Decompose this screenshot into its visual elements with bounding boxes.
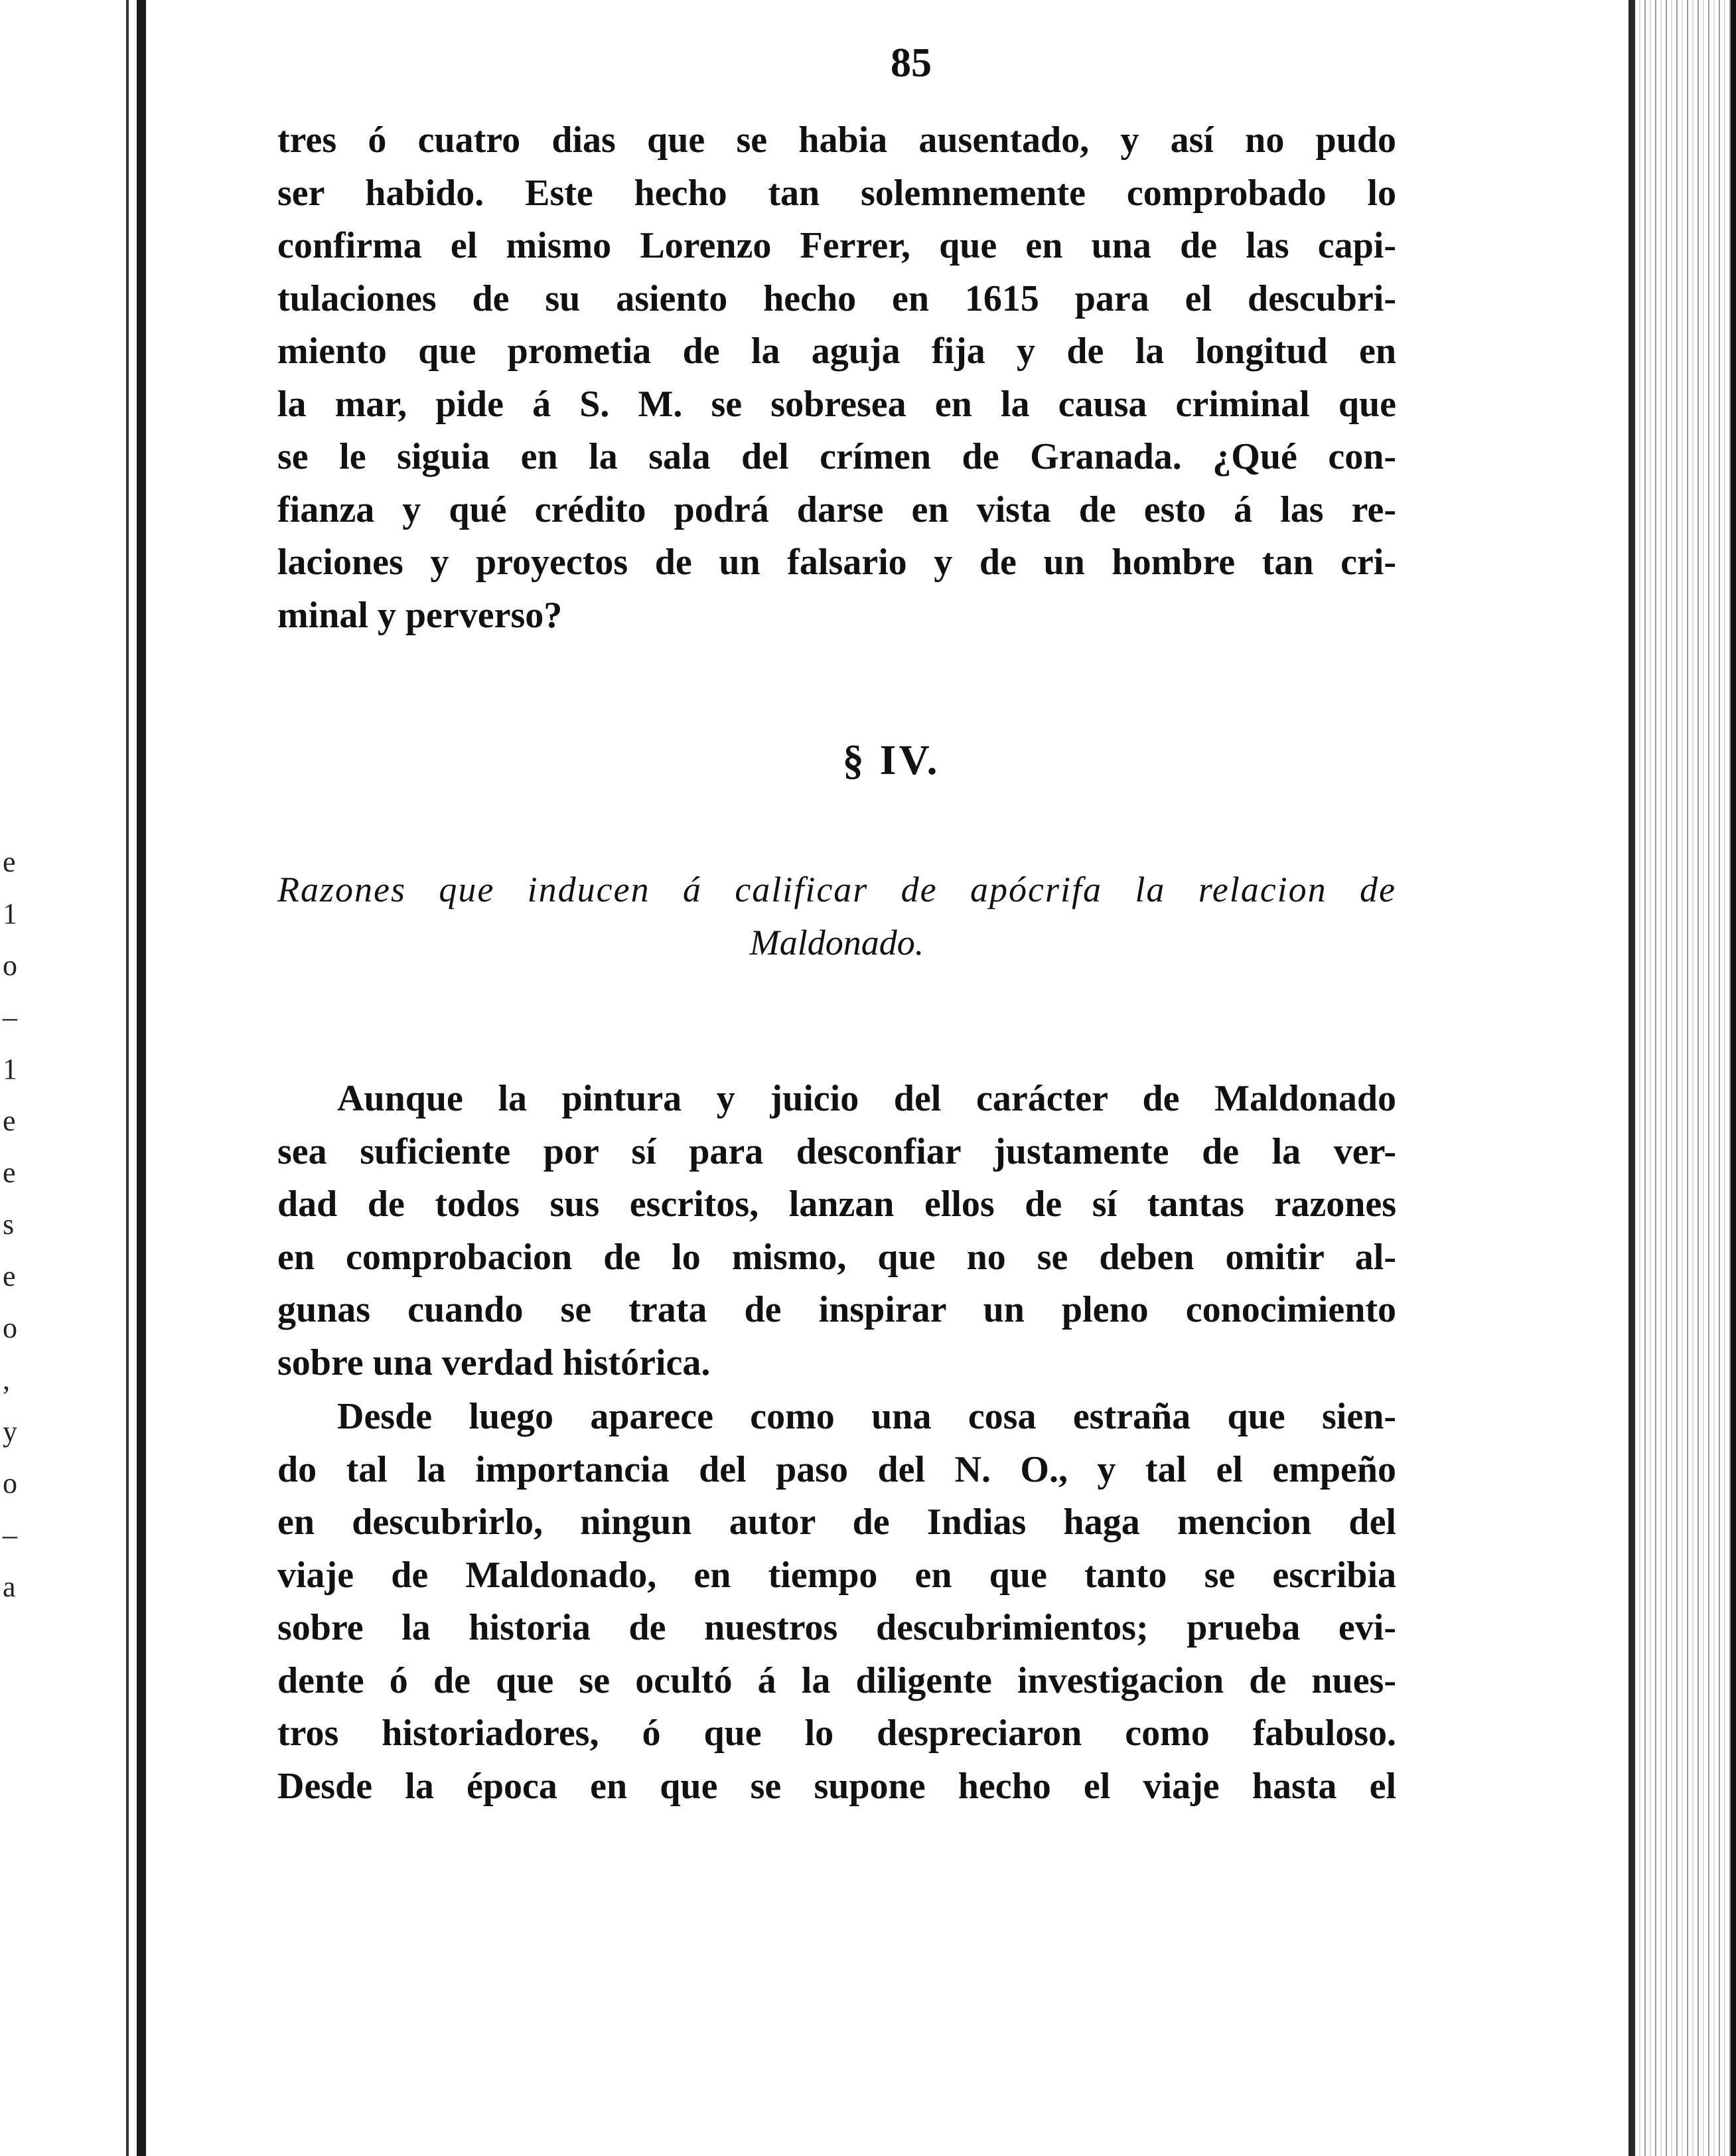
fragment: e	[3, 1260, 16, 1292]
fragment: s	[3, 1208, 15, 1241]
text-line: en descubrirlo, ningun autor de Indias haga mencion del	[277, 1502, 1396, 1543]
text-line: Desde luego aparece como una cosa estraña que sien-	[337, 1396, 1396, 1437]
text-line: minal y perverso?	[277, 594, 563, 636]
subtitle-line: Maldonado.	[749, 923, 924, 963]
page-number: 85	[891, 40, 932, 86]
fragment: –	[3, 1001, 17, 1034]
text-line: viaje de Maldonado, en tiempo en que tanto se escribia	[277, 1554, 1396, 1596]
text-line: ser habido. Este hecho tan solemnemente comprobado lo	[277, 172, 1396, 214]
fragment: o	[3, 1467, 17, 1500]
fragment: 1	[3, 1053, 17, 1085]
text-line: dente ó de que se ocultó á la diligente investigacion de nues-	[277, 1659, 1396, 1701]
facing-page-edge	[0, 0, 154, 2156]
section-subtitle	[277, 863, 1396, 969]
text-line: se le siguia en la sala del crímen de Granada. ¿Qué con-	[277, 436, 1396, 477]
fragment: a	[3, 1571, 16, 1603]
fragment: e	[3, 1156, 16, 1189]
fragment: o	[3, 949, 17, 982]
text-line: tulaciones de su asiento hecho en 1615 para el descubri-	[277, 277, 1396, 319]
facing-page-fragments	[3, 836, 23, 1613]
page-stack-edges	[1635, 0, 1736, 2156]
text-line: en comprobacion de lo mismo, que no se deben omitir al-	[277, 1236, 1396, 1278]
subtitle-line: Razones que inducen á calificar de apócrifa la relacion de	[277, 870, 1396, 909]
fragment: 1	[3, 897, 17, 930]
fragment: –	[3, 1519, 17, 1551]
fragment: y	[3, 1415, 17, 1448]
text-line: sobre la historia de nuestros descubrimientos; prueba evi-	[277, 1607, 1396, 1648]
section-heading: § IV.	[842, 736, 940, 783]
fragment: o	[3, 1312, 17, 1344]
text-line: gunas cuando se trata de inspirar un pleno conocimiento	[277, 1289, 1396, 1330]
outer-border	[1731, 0, 1736, 2156]
text-line: laciones y proyectos de un falsario y de un hombre tan cri-	[277, 542, 1396, 583]
text-line: dad de todos sus escritos, lanzan ellos de sí tantas razones	[277, 1184, 1396, 1225]
text-line: la mar, pide á S. M. se sobresea en la causa criminal que	[277, 383, 1396, 425]
gutter-line	[137, 0, 146, 2156]
paragraph-2	[277, 1073, 1396, 1389]
text-line: sobre una verdad histórica.	[277, 1342, 711, 1383]
text-line: do tal la importancia del paso del N. O., y tal el empeño	[277, 1448, 1396, 1490]
text-line: tres ó cuatro dias que se habia ausentado, y así no pudo	[277, 119, 1396, 161]
paragraph-continued	[277, 114, 1396, 642]
text-line: fianza y qué crédito podrá darse en vista de esto á las re-	[277, 489, 1396, 530]
gutter-shadow-line	[126, 0, 129, 2156]
page-edge-border	[1628, 0, 1635, 2156]
paragraph-3	[277, 1391, 1396, 1813]
fragment: e	[3, 1105, 16, 1137]
fragment: e	[3, 846, 16, 878]
book-page	[154, 0, 1628, 2156]
text-line: tros historiadores, ó que lo despreciaron como fabuloso.	[277, 1713, 1396, 1754]
text-line: Desde la época en que se supone hecho el viaje hasta el	[277, 1765, 1396, 1807]
fragment: ,	[3, 1363, 10, 1396]
text-line: miento que prometia de la aguja fija y de la longitud en	[277, 331, 1396, 372]
text-line: confirma el mismo Lorenzo Ferrer, que en una de las capi-	[277, 225, 1396, 266]
text-line: sea suficiente por sí para desconfiar justamente de la ver-	[277, 1130, 1396, 1172]
text-line: Aunque la pintura y juicio del carácter de Maldonado	[337, 1078, 1396, 1119]
